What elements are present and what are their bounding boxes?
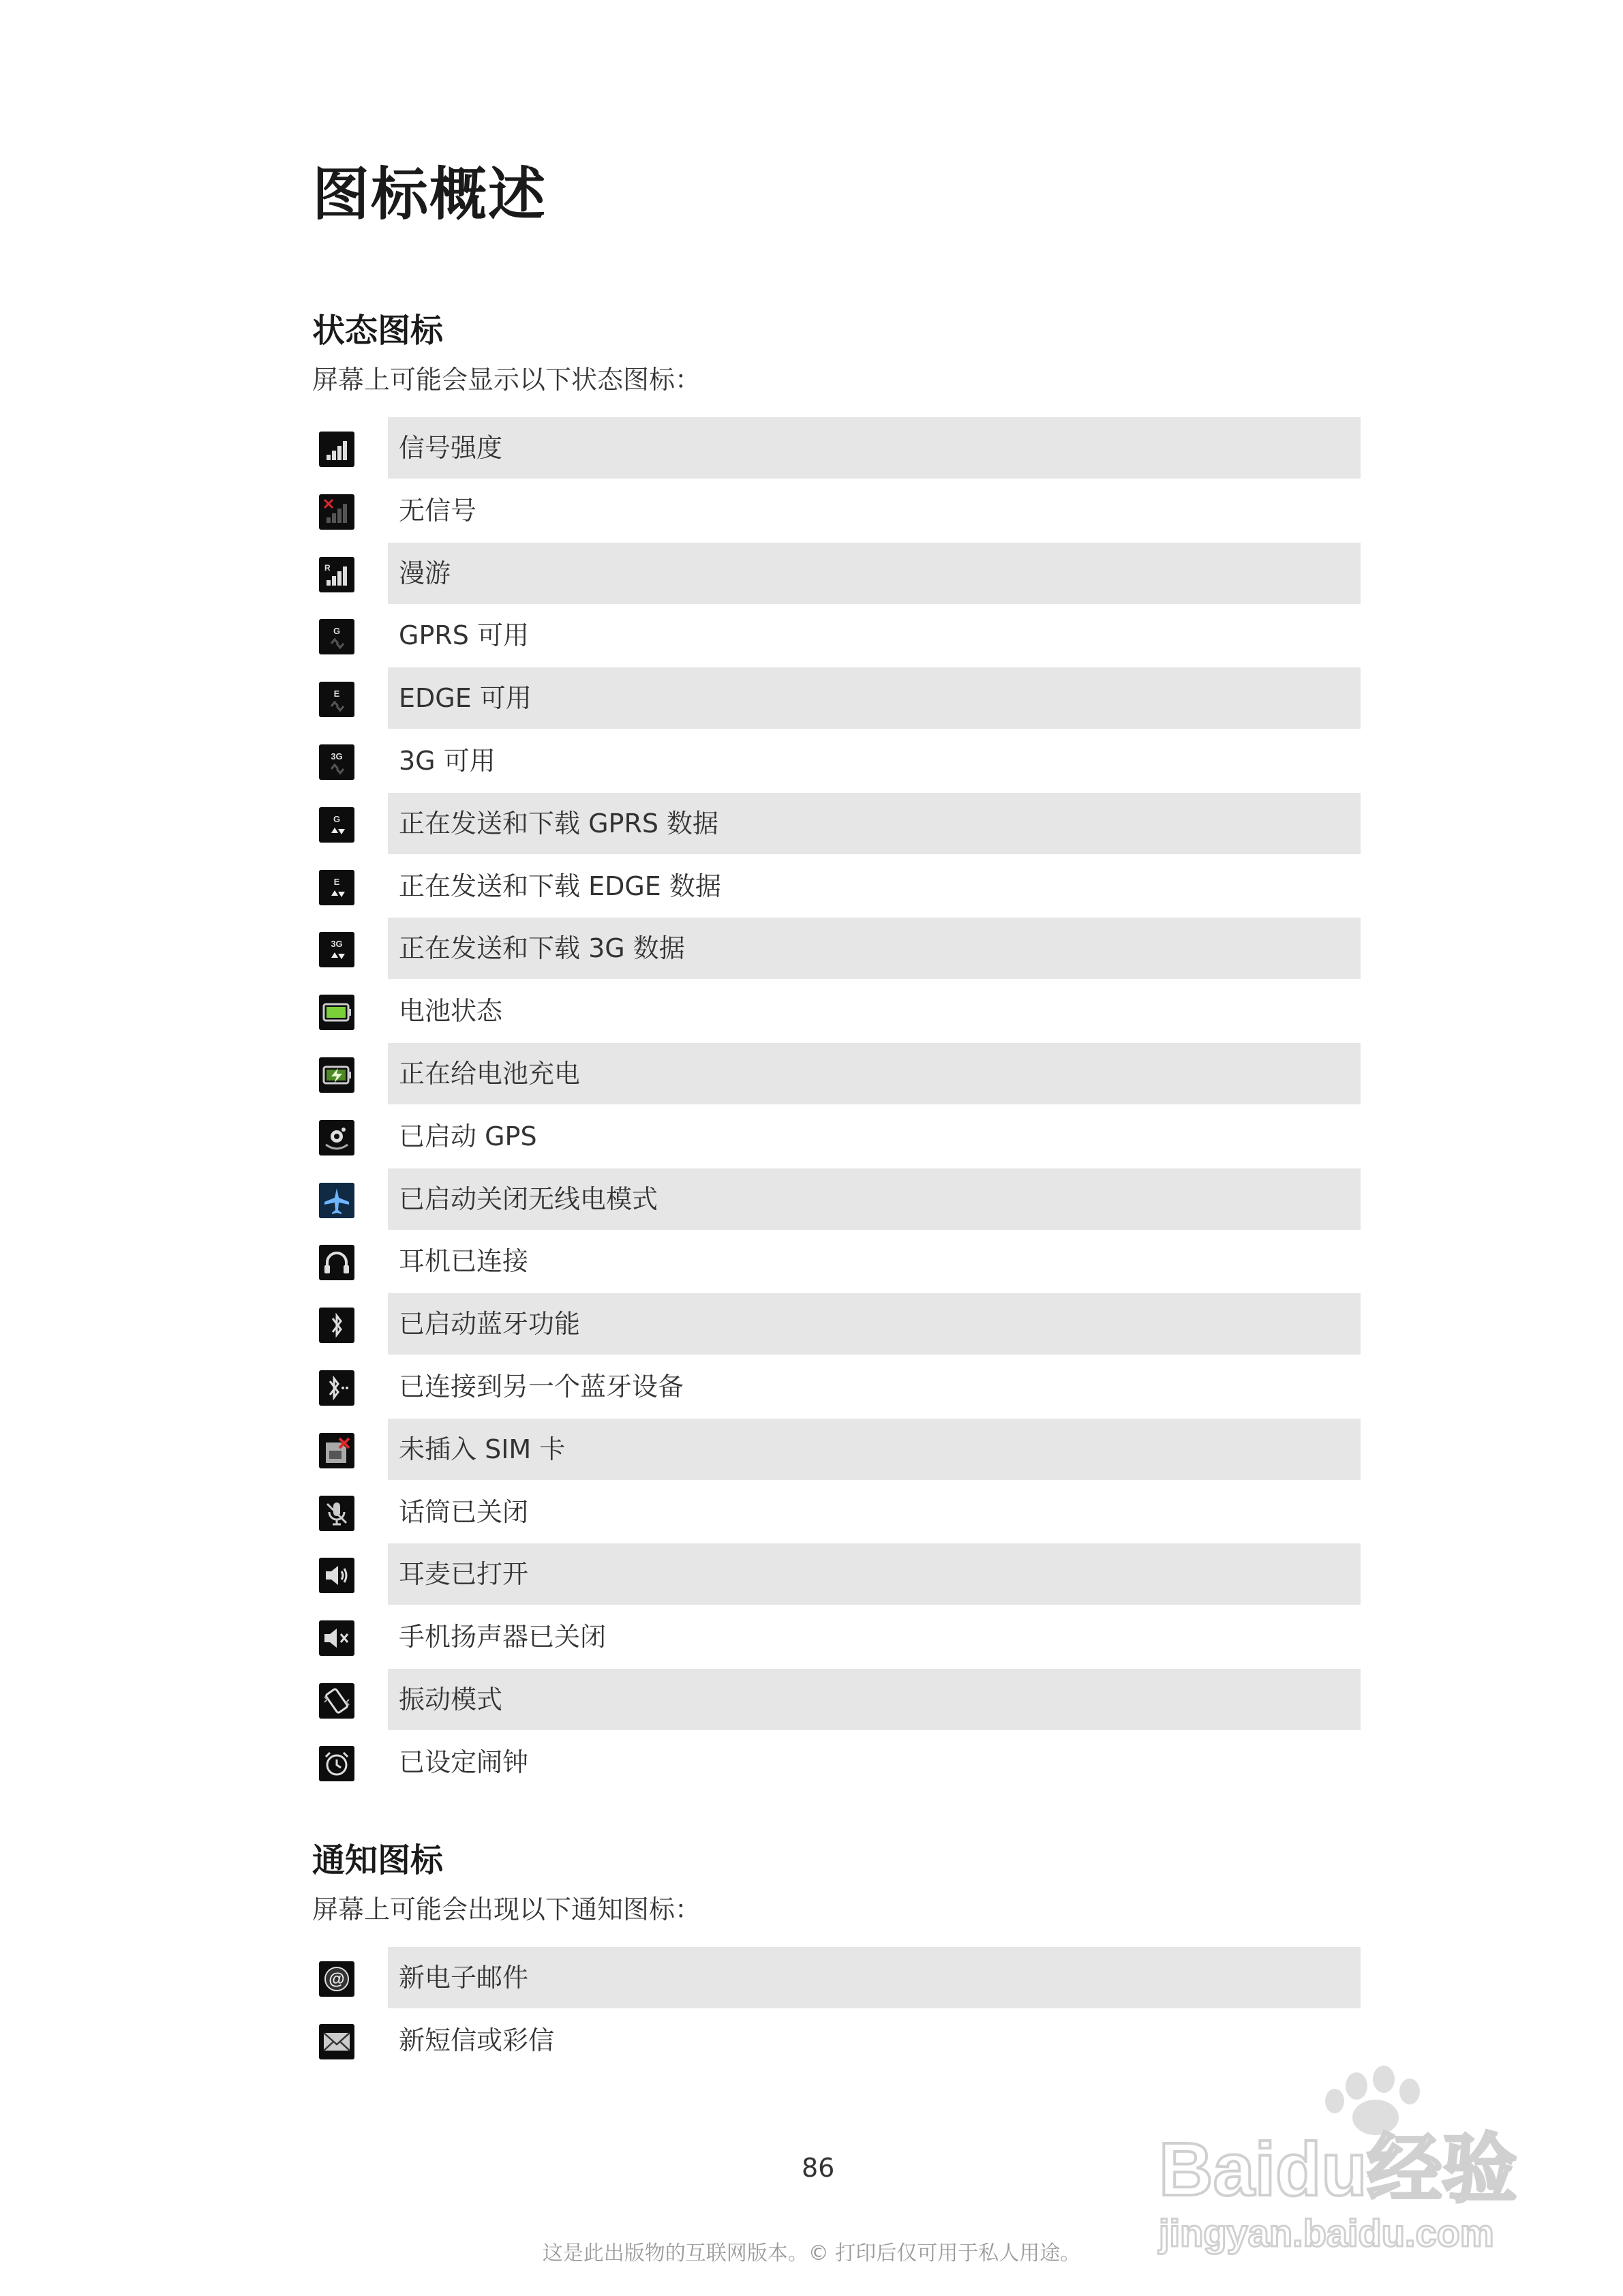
baidu-watermark <box>1152 2059 1534 2263</box>
speaker-off-icon <box>319 1620 354 1656</box>
icon-row <box>319 856 1361 918</box>
icon-description: 已启动 GPS <box>399 1121 537 1151</box>
notification-icons-intro: 屏幕上可能会出现以下通知图标： <box>312 1894 701 1924</box>
page-number: 86 <box>802 2153 835 2183</box>
icon-description: 正在发送和下载 EDGE 数据 <box>399 871 721 901</box>
status-icons-table <box>319 417 1361 1794</box>
svg-text:3G: 3G <box>331 751 343 761</box>
icon-description: EDGE 可用 <box>399 683 532 714</box>
battery-charging-icon <box>319 1057 354 1093</box>
svg-text:3G: 3G <box>331 939 343 950</box>
3g-transfer-icon <box>319 932 354 967</box>
row-background <box>388 605 1361 666</box>
icon-description: 已设定闹钟 <box>399 1747 529 1777</box>
icon-description: 已启动关闭无线电模式 <box>399 1183 658 1214</box>
no-signal-icon <box>319 494 354 530</box>
gprs-transfer-icon <box>319 807 354 843</box>
row-background <box>388 1481 1361 1543</box>
roaming-icon <box>319 557 354 592</box>
icon-row <box>319 1419 1361 1481</box>
icon-row <box>319 1230 1361 1293</box>
icon-description: 已连接到另一个蓝牙设备 <box>399 1371 684 1402</box>
edge-icon <box>319 682 354 717</box>
row-background <box>388 730 1361 791</box>
row-background <box>388 1230 1361 1292</box>
message-icon <box>319 2024 354 2059</box>
row-background <box>388 543 1361 604</box>
icon-row <box>319 1669 1361 1732</box>
status-icons-intro: 屏幕上可能会显示以下状态图标： <box>312 365 701 395</box>
icon-row <box>319 1106 1361 1168</box>
icon-description: 正在发送和下载 3G 数据 <box>399 933 685 964</box>
airplane-icon <box>319 1183 354 1218</box>
headset-icon <box>319 1245 354 1280</box>
row-background <box>388 417 1361 479</box>
icon-row <box>319 1543 1361 1606</box>
icon-row <box>319 480 1361 543</box>
icon-description: 无信号 <box>399 495 477 526</box>
svg-text:G: G <box>333 813 341 824</box>
icon-row <box>319 1043 1361 1106</box>
gprs-icon <box>319 619 354 654</box>
icon-row <box>319 1481 1361 1544</box>
icon-row <box>319 543 1361 605</box>
bluetooth-connected-icon <box>319 1370 354 1406</box>
battery-icon <box>319 995 354 1030</box>
icon-row <box>319 730 1361 793</box>
row-background <box>388 667 1361 729</box>
icon-description: 新电子邮件 <box>399 1963 529 1993</box>
svg-text:G: G <box>333 626 341 637</box>
icon-row <box>319 605 1361 667</box>
icon-description: 话筒已关闭 <box>399 1496 529 1527</box>
notification-icons-heading: 通知图标 <box>312 1841 444 1879</box>
page-title: 图标概述 <box>312 161 547 228</box>
icon-row <box>319 1947 1361 2010</box>
svg-text:E: E <box>333 876 340 887</box>
vibrate-icon <box>319 1683 354 1719</box>
icon-description: 未插入 SIM 卡 <box>399 1434 566 1464</box>
icon-description: 已启动蓝牙功能 <box>399 1309 581 1340</box>
icon-description: 振动模式 <box>399 1684 503 1715</box>
icon-description: 电池状态 <box>399 996 503 1027</box>
icon-description: 耳机已连接 <box>399 1246 529 1277</box>
icon-row <box>319 1168 1361 1231</box>
icon-row <box>319 667 1361 730</box>
row-background <box>388 1669 1361 1730</box>
svg-text:@: @ <box>329 1970 345 1989</box>
row-background <box>388 480 1361 541</box>
notification-icons-table <box>319 1947 1361 2072</box>
icon-row <box>319 1606 1361 1669</box>
no-sim-icon <box>319 1433 354 1468</box>
email-icon <box>319 1961 354 1997</box>
watermark-url: jingyan.baidu.com <box>1159 2211 1494 2254</box>
icon-row <box>319 980 1361 1043</box>
svg-text:R: R <box>324 562 331 573</box>
icon-description: 手机扬声器已关闭 <box>399 1622 607 1652</box>
icon-row <box>319 793 1361 856</box>
row-background <box>388 980 1361 1042</box>
icon-description: 正在发送和下载 GPRS 数据 <box>399 808 719 839</box>
icon-description: 新短信或彩信 <box>399 2025 555 2055</box>
row-background <box>388 1947 1361 2008</box>
footer-note: 这是此出版物的互联网版本。© 打印后仅可用于私人用途。 <box>542 2241 1081 2265</box>
icon-row <box>319 1732 1361 1794</box>
alarm-icon <box>319 1746 354 1781</box>
speaker-on-icon <box>319 1558 354 1593</box>
icon-row <box>319 1356 1361 1419</box>
bluetooth-icon <box>319 1308 354 1343</box>
icon-description: 信号强度 <box>399 433 503 463</box>
icon-row <box>319 918 1361 980</box>
gps-icon <box>319 1120 354 1155</box>
icon-description: GPRS 可用 <box>399 620 529 651</box>
icon-description: 3G 可用 <box>399 745 496 776</box>
status-icons-heading: 状态图标 <box>312 312 444 350</box>
icon-description: 耳麦已打开 <box>399 1559 529 1590</box>
edge-transfer-icon <box>319 870 354 905</box>
icon-row <box>319 1293 1361 1356</box>
icon-description: 正在给电池充电 <box>399 1058 581 1089</box>
3g-icon <box>319 744 354 780</box>
watermark-brand: Baidu经验 <box>1159 2128 1517 2211</box>
signal-strength-icon <box>319 432 354 467</box>
svg-text:E: E <box>333 689 340 699</box>
icon-row <box>319 417 1361 480</box>
row-background <box>388 1543 1361 1605</box>
mic-off-icon <box>319 1496 354 1531</box>
icon-description: 漫游 <box>399 558 451 588</box>
row-background <box>388 1732 1361 1793</box>
